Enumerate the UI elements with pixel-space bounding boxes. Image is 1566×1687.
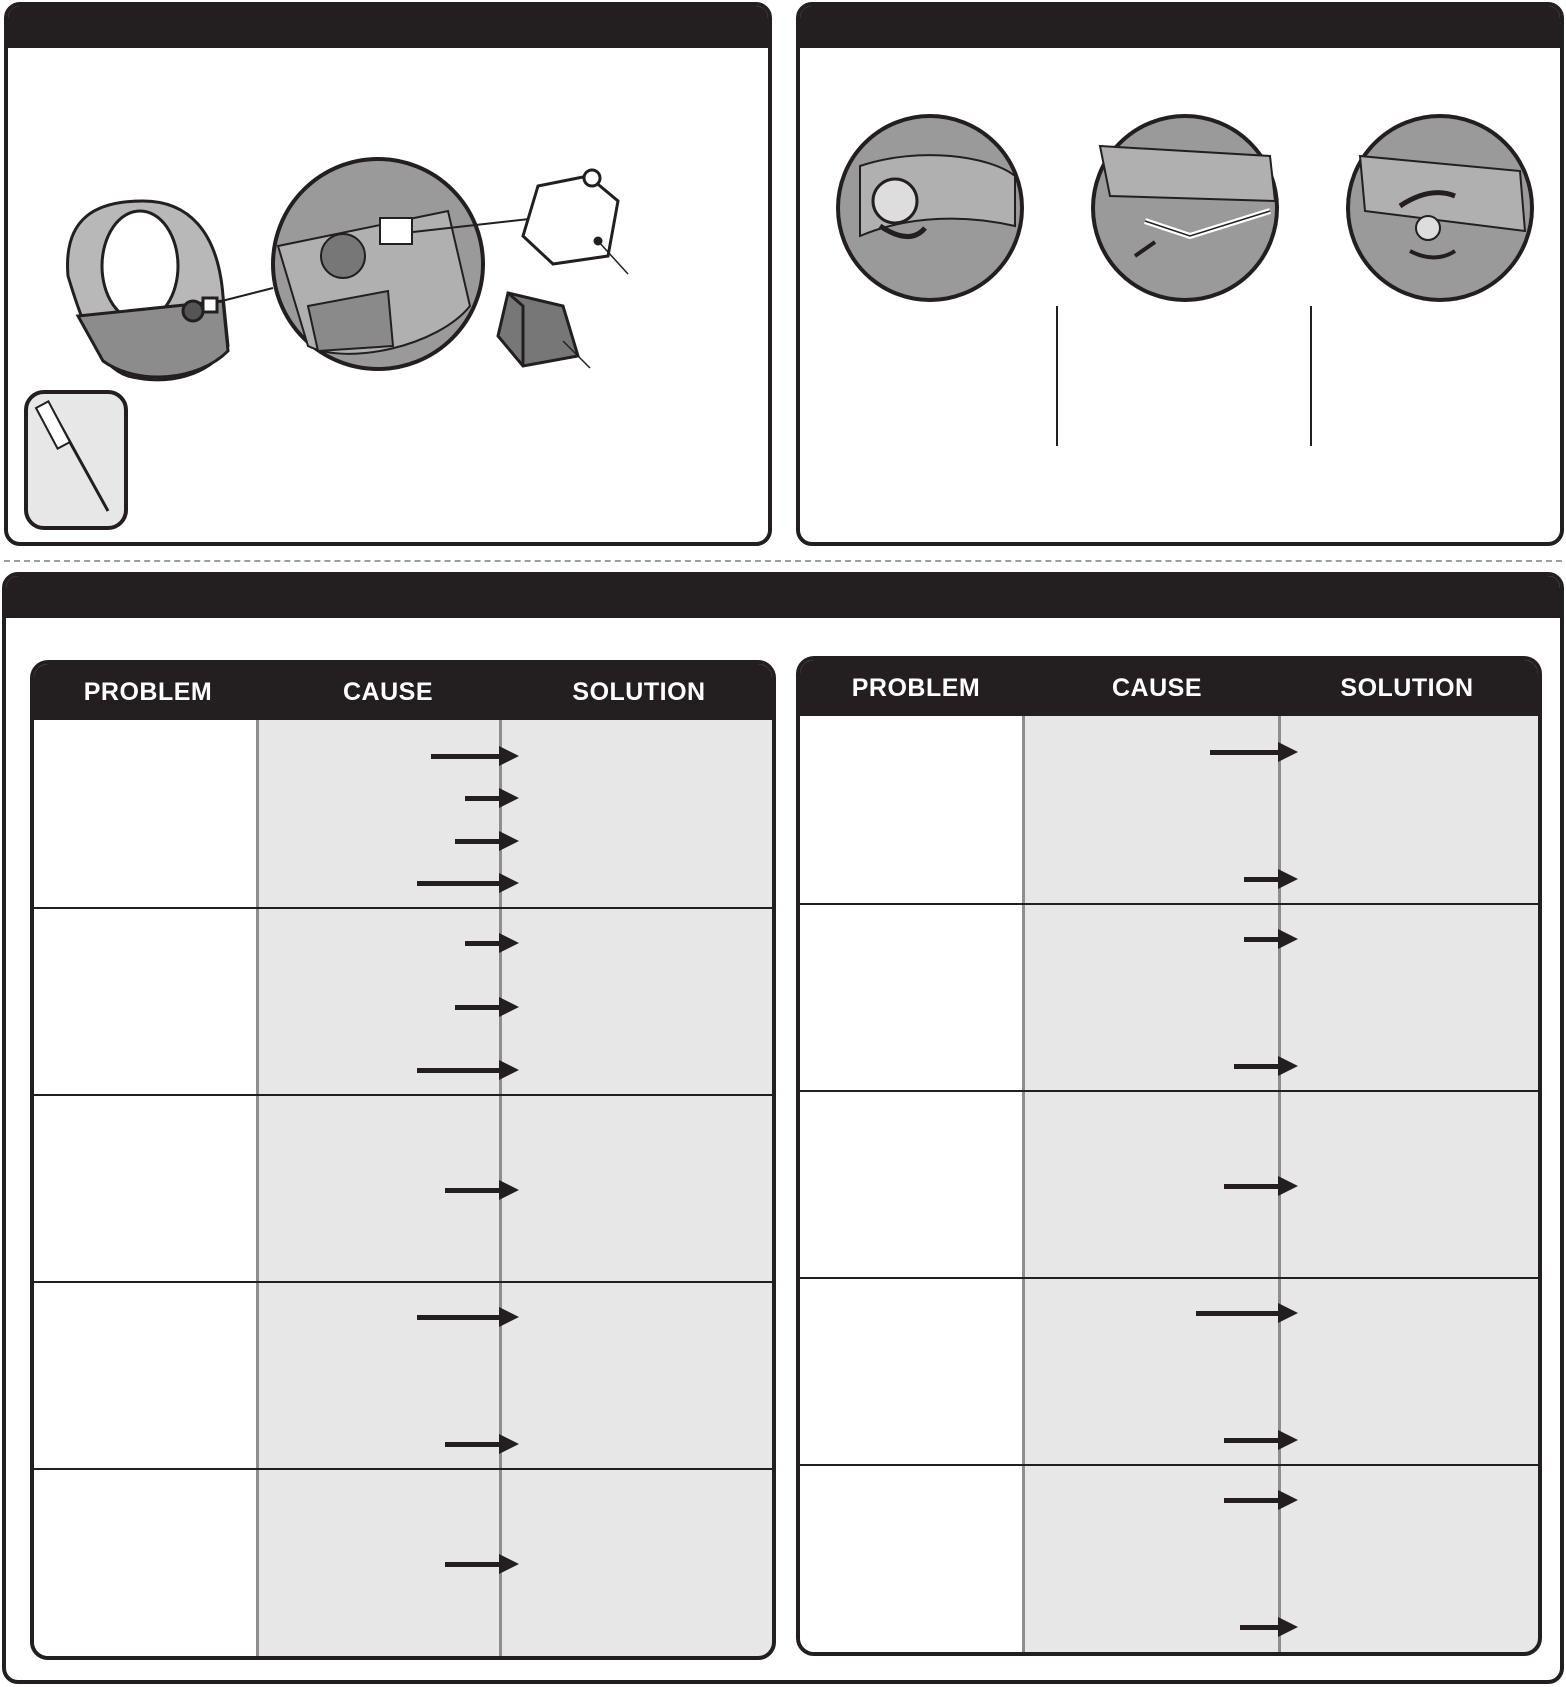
hose-steps-illustration (800, 6, 1564, 546)
header-solution: SOLUTION (572, 678, 706, 706)
arrow-icon (445, 1442, 501, 1447)
arrow-icon (1224, 1498, 1280, 1503)
arrow-icon (445, 1188, 501, 1193)
header-problem: PROBLEM (83, 678, 213, 706)
battery-illustration (498, 293, 578, 366)
arrow-icon (1224, 1438, 1280, 1443)
panel-header-bar (6, 576, 1560, 618)
arrow-icon (1244, 937, 1280, 942)
header-cause: CAUSE (342, 678, 433, 706)
table-row-separator (34, 1468, 772, 1470)
toilet-seat-illustration (68, 201, 228, 380)
arrow-icon (455, 1005, 501, 1010)
table-row-separator (800, 1090, 1538, 1092)
arrow-icon (417, 881, 501, 886)
header-problem: PROBLEM (851, 674, 981, 702)
arrow-icon (417, 1068, 501, 1073)
problem-column (34, 720, 256, 1656)
table-row-separator (800, 1277, 1538, 1279)
step-3-circle-illustration (1348, 116, 1532, 300)
arrow-icon (1196, 1311, 1280, 1316)
arrow-icon (1240, 1625, 1280, 1630)
arrow-icon (431, 754, 501, 759)
arrow-icon (1224, 1184, 1280, 1189)
screwdriver-tool-box (26, 392, 126, 528)
arrow-icon (1234, 1064, 1280, 1069)
column-divider (1022, 716, 1025, 1652)
arrow-icon (417, 1315, 501, 1320)
troubleshooting-panel (2, 572, 1564, 1684)
section-divider (4, 560, 1562, 562)
arrow-icon (445, 1562, 501, 1567)
troubleshooting-table-left (30, 660, 776, 1660)
troubleshooting-table-right (796, 656, 1542, 1656)
header-cause: CAUSE (1111, 674, 1202, 702)
battery-panel (4, 2, 772, 546)
problem-column (800, 716, 1022, 1652)
table-header (34, 664, 772, 720)
step-1-circle-illustration (838, 116, 1022, 300)
arrow-icon (465, 796, 501, 801)
table-row-separator (800, 903, 1538, 905)
table-row-separator (34, 1094, 772, 1096)
table-row-separator (800, 1464, 1538, 1466)
step-2-circle-illustration (1093, 116, 1277, 300)
arrow-icon (1210, 750, 1280, 755)
arrow-icon (465, 941, 501, 946)
magnified-view-illustration (273, 159, 483, 369)
table-row-separator (34, 907, 772, 909)
hose-connection-panel (796, 2, 1564, 546)
table-row-separator (34, 1281, 772, 1283)
arrow-icon (1244, 877, 1280, 882)
battery-case-illustration (523, 170, 618, 264)
arrow-icon (455, 839, 501, 844)
seat-battery-illustration (8, 6, 772, 546)
header-solution: SOLUTION (1340, 674, 1474, 702)
column-divider (256, 720, 259, 1656)
table-header (800, 660, 1538, 716)
